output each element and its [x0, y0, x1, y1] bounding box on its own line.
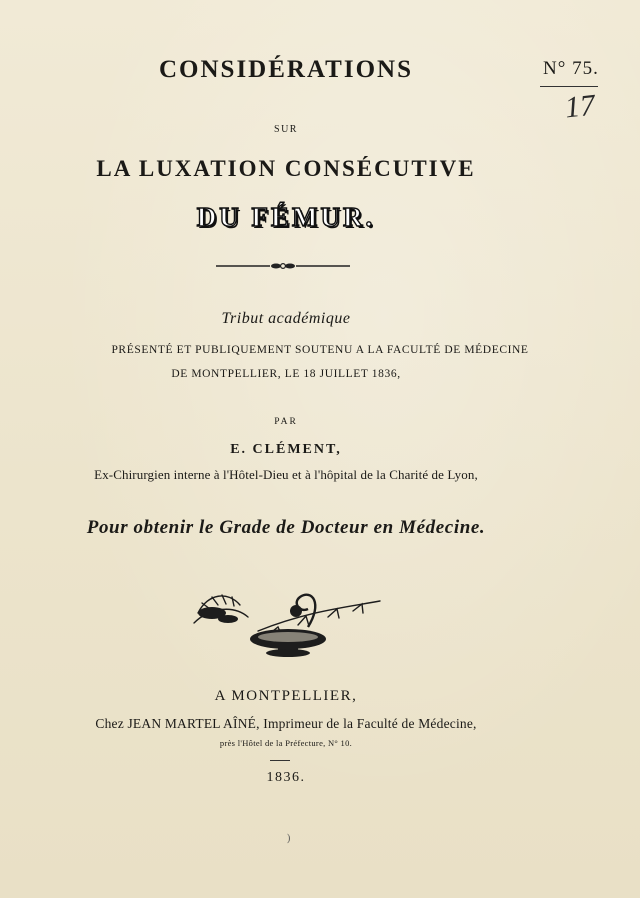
main-title: CONSIDÉRATIONS	[159, 56, 413, 83]
handwritten-number: 17	[563, 88, 597, 125]
year-divider	[270, 760, 290, 761]
catalog-rule	[540, 86, 598, 87]
by-label: PAR	[274, 417, 298, 427]
lamp-vignette-icon	[188, 583, 388, 659]
subtitle: LA LUXATION CONSÉCUTIVE	[96, 156, 476, 181]
publication-year: 1836.	[266, 770, 306, 785]
catalog-number: N° 75.	[543, 58, 599, 79]
title-connector: SUR	[274, 124, 298, 135]
presentation-line-1: PRÉSENTÉ ET PUBLIQUEMENT SOUTENU A LA FACULTÉ DE MÉDECINE	[111, 344, 529, 356]
degree-purpose: Pour obtenir le Grade de Docteur en Médecine.	[86, 517, 486, 538]
page-mark: )	[287, 833, 291, 844]
printer-line: Chez JEAN MARTEL AÎNÉ, Imprimeur de la Faculté de Médecine,	[95, 716, 477, 731]
printer-address: près l'Hôtel de la Préfecture, N° 10.	[219, 738, 353, 748]
printing-place: A MONTPELLIER,	[214, 688, 358, 704]
ornamental-rule	[216, 262, 350, 270]
thesis-kind: Tribut académique	[221, 310, 351, 327]
subtitle-emphasis: DU FÉMUR.	[196, 202, 376, 232]
presentation-line-2: DE MONTPELLIER, LE 18 JUILLET 1836,	[171, 368, 401, 380]
author-name: E. CLÉMENT,	[230, 442, 342, 457]
author-role: Ex-Chirurgien interne à l'Hôtel-Dieu et à l'hôpital de la Charité de Lyon,	[94, 467, 478, 482]
